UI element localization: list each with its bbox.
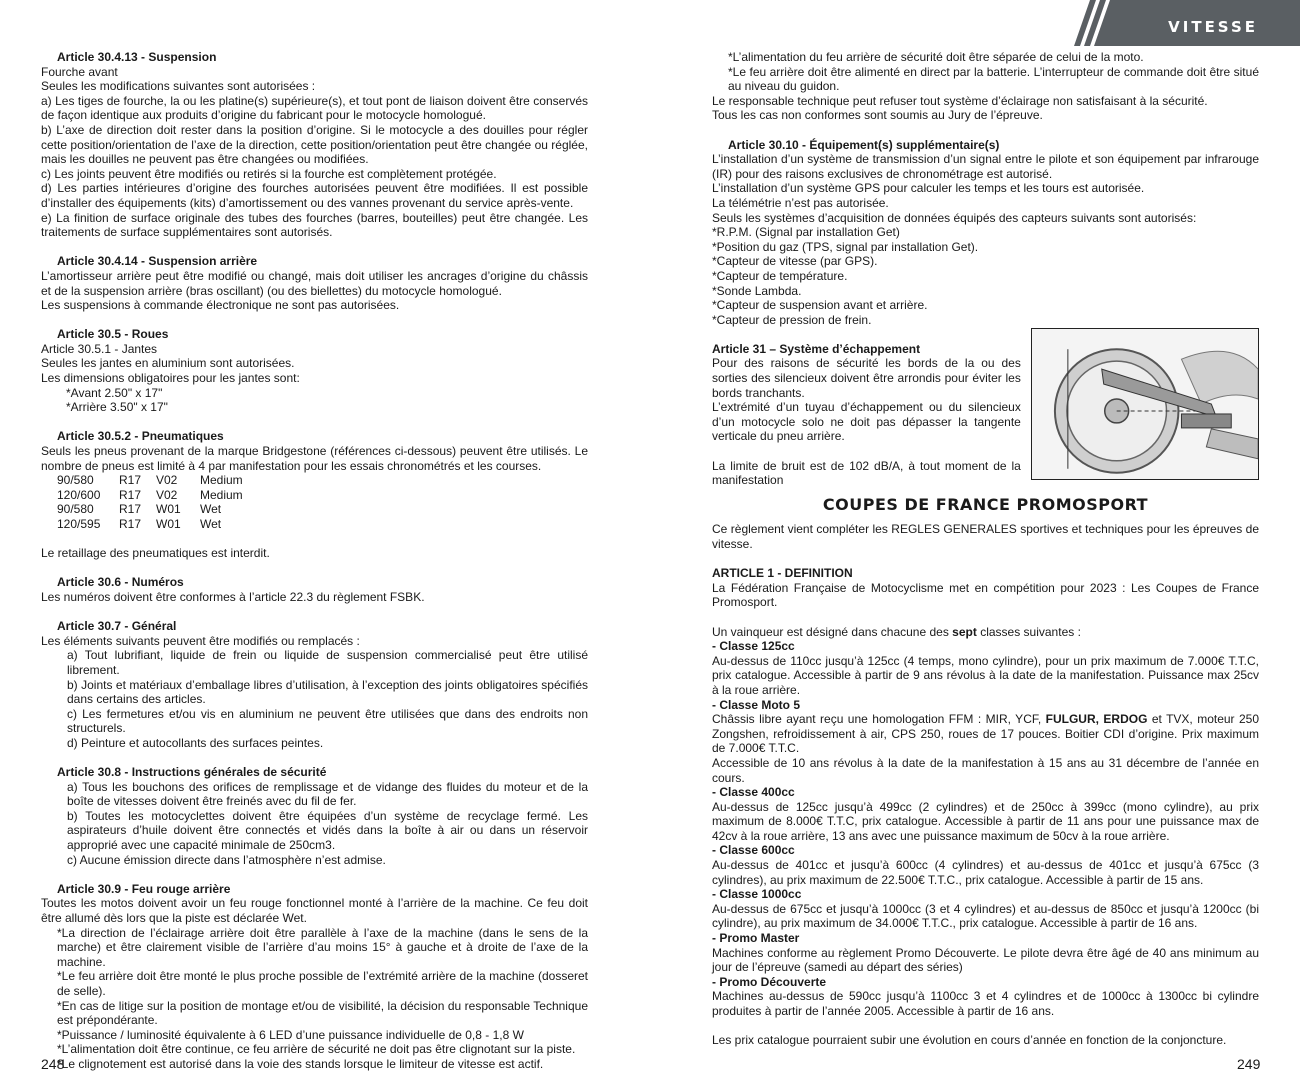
class-heading: - Classe 1000cc [712, 887, 802, 902]
paragraph: *Capteur de pression de frein. [712, 312, 872, 327]
paragraph: Le responsable technique peut refuser tout système d’éclairage non satisfaisant à la sécurité. [712, 93, 1208, 108]
paragraph: Au-dessus de 110cc jusqu’à 125cc (4 temps, mono cylindre), pour un prix maximum de 7.000€ T.T.C, prix catalogue. Accessible à partir de 9 ans révolus à la date de la manifestation. Puissance max 25cv à la roue arrière. [712, 653, 1259, 697]
article-heading: Article 30.10 - Équipement(s) supplémentaire(s) [728, 137, 1000, 152]
paragraph: Ce règlement vient compléter les REGLES GENERALES sportives et techniques pour les épreuves de vitesse. [712, 522, 1259, 551]
table-cell: W01 [156, 517, 181, 531]
right-page [712, 50, 1259, 1048]
table-cell: 120/595 [57, 517, 101, 531]
class-heading: - Classe 125cc [712, 639, 795, 654]
tyre-table [57, 473, 588, 531]
paragraph: Pour des raisons de sécurité les bords de la ou des sorties des silencieux doivent être arrondis pour éviter les bords tranchants. [712, 356, 1021, 400]
paragraph: Les suspensions à commande électronique ne sont pas autorisées. [41, 298, 400, 313]
table-cell: 90/580 [57, 502, 94, 517]
text-segment: Châssis libre ayant reçu une homologation FFM : MIR, YCF, [712, 712, 1046, 727]
list-item: b) Joints et matériaux d’emballage libres d’utilisation, à l’exception des joints obligatoires spécifiés dans certains des articles. [67, 677, 588, 707]
table-cell: Medium [200, 487, 243, 502]
list-item: *L’alimentation doit être continue, ce feu arrière de sécurité ne doit pas être clignotant sur la piste. [57, 1042, 576, 1057]
paragraph: Seules les modifications suivantes sont autorisées : [41, 79, 316, 94]
paragraph: *Capteur de température. [712, 268, 848, 283]
paragraph: *R.P.M. (Signal par installation Get) [712, 225, 900, 240]
text-segment: et TVX, moteur 250 Zongshen, refroidissement à air, CPS 250, roues de 17 pouces. Boitier CDI d’origine. Prix maximum de 7.000€ T.T.C. [712, 712, 1260, 756]
table-cell: W01 [156, 502, 181, 517]
table-cell: V02 [156, 487, 178, 502]
section-title: COUPES DE FRANCE PROMOSPORT [822, 494, 1149, 514]
list-item: *L’alimentation du feu arrière de sécurité doit être séparée de celui de la moto. [728, 50, 1144, 64]
table-cell: Wet [200, 517, 222, 531]
paragraph: Article 30.5.1 - Jantes [41, 341, 158, 356]
paragraph: Machines conforme au règlement Promo Découverte. Le pilote devra être âgé de 40 ans minimum au jour de l’épreuve (samedi au départ des séries) [712, 945, 1259, 975]
paragraph: b) L’axe de direction doit rester dans la position d’origine. Si le motocycle a des douilles pour régler cette position/orientation de l’axe de la direction, cette position/orientation peut être changée ou réglée, mais les douilles ne peuvent pas être changées ou modifiées. [41, 122, 588, 167]
list-item: c) Aucune émission directe dans l’atmosphère n’est admise. [67, 852, 386, 867]
list-item: a) Tous les bouchons des orifices de remplissage et de vidange des fluides du moteur et de la boîte de vitesses doivent être freinés avec du fil de fer. [67, 779, 588, 809]
list-item: *Arrière 3.50" x 17" [66, 400, 168, 415]
paragraph: d) Les parties intérieures d’origine des fourches autorisées peuvent être modifiées. Il est possible d’installer des équipements (kits) d’amortissement ou des vannes provenant du service après-vente. [41, 181, 588, 210]
paragraph: Seules les jantes en aluminium sont autorisées. [41, 356, 295, 371]
list-item: *Le feu arrière doit être monté le plus proche possible de l’extrémité arrière de la machine (dosseret de selle). [57, 969, 588, 998]
list-item: b) Toutes les motocyclettes doivent être équipées d’un système de recyclage fermé. Les aspirateurs d’huile doivent être connectés et vidés dans la boîte à air ou dans un réservoir approprié avec une capacité minimale de 250cm3. [67, 808, 588, 853]
class-heading: - Classe 400cc [712, 785, 795, 800]
paragraph: Machines au-dessus de 590cc jusqu’à 1100cc 3 et 4 cylindres et de 1000cc à 1300cc bi cylindre produites à partir de l’année 2005. Accessible à partir de 16 ans. [712, 989, 1259, 1018]
table-cell: 120/600 [57, 487, 101, 502]
left-page [41, 50, 588, 1072]
paragraph: Au-dessus de 675cc et jusqu’à 1000cc (3 et 4 cylindres) et au-dessus de 850cc et jusqu’à 1200cc (bi cylindre), au prix maximum de 34.000€ T.T.C., prix catalogue. Accessible à partir de 16 ans. [712, 901, 1259, 931]
paragraph: e) La finition de surface originale des tubes des fourches (barres, bouteilles) peut être changée. Les traitements de surface supplémentaires sont autorisés. [41, 210, 588, 240]
paragraph: Les numéros doivent être conformes à l’article 22.3 du règlement FSBK. [41, 589, 425, 604]
paragraph: Le retaillage des pneumatiques est interdit. [41, 546, 270, 561]
article-heading: Article 30.9 - Feu rouge arrière [57, 881, 231, 896]
paragraph [712, 712, 1259, 756]
paragraph: Accessible de 10 ans révolus à la date de la manifestation à 15 ans au 31 décembre de l’année en cours. [712, 755, 1259, 785]
paragraph: L’installation d’un système GPS pour calculer les temps et les tours est autorisée. [712, 181, 1145, 196]
paragraph: La Fédération Française de Motocyclisme met en compétition pour 2023 : Les Coupes de France Promosport. [712, 580, 1259, 610]
paragraph: Au-dessus de 401cc et jusqu’à 600cc (4 cylindres) et au-dessus de 401cc et jusqu’à 675cc (3 cylindres), au prix maximum de 22.500€ T.T.C., prix catalogue. Accessible à partir de 15 ans. [712, 858, 1259, 887]
table-cell: V02 [156, 473, 178, 488]
paragraph: Seuls les systèmes d’acquisition de données équipés des capteurs suivants sont autorisés: [712, 210, 1197, 225]
paragraph: Seuls les pneus provenant de la marque Bridgestone (références ci-dessous) peuvent être utilisés. Le nombre de pneus est limité à 4 par manifestation pour les essais chronométrés et les courses. [41, 444, 588, 473]
article-heading: Article 30.4.13 - Suspension [57, 50, 217, 64]
list-item: *Le clignotement est autorisé dans la voie des stands lorsque le limiteur de vitesse est actif. [57, 1056, 544, 1071]
article-heading: Article 30.5 - Roues [57, 327, 169, 342]
class-heading: - Classe Moto 5 [712, 697, 801, 712]
table-cell: Wet [200, 502, 222, 517]
page-number: 249 [1237, 1056, 1261, 1072]
table-cell: R17 [119, 517, 142, 531]
article-heading: Article 30.8 - Instructions générales de sécurité [57, 765, 327, 780]
article-heading: Article 30.7 - Général [57, 619, 177, 634]
table-cell: Medium [200, 473, 243, 488]
class-heading: - Classe 600cc [712, 843, 795, 858]
paragraph: La télémétrie n’est pas autorisée. [712, 195, 889, 210]
paragraph: *Capteur de vitesse (par GPS). [712, 254, 878, 269]
article-heading: Article 31 – Système d’échappement [712, 341, 921, 356]
page-number: 248 [41, 1056, 65, 1072]
article-heading: ARTICLE 1 - DEFINITION [712, 566, 853, 581]
paragraph: L’amortisseur arrière peut être modifié ou changé, mais doit utiliser les ancrages d’origine du châssis et de la suspension arrière (bras oscillant) (ou des biellettes) du motocycle homologué. [41, 268, 588, 298]
list-item: *Puissance / luminosité équivalente à 6 LED d’une puissance individuelle de 0,8 - 1,8 W [57, 1027, 524, 1042]
paragraph: Les prix catalogue pourraient subir une évolution en cours d’année en fonction de la conjoncture. [712, 1033, 1227, 1048]
article-heading: Article 30.5.2 - Pneumatiques [57, 429, 224, 444]
paragraph: Au-dessus de 125cc jusqu’à 499cc (2 cylindres) et de 250cc à 399cc (mono cylindre), au prix maximum de 8.000€ T.T.C, prix catalogue. Accessible à partir de 11 ans pour une puissance max de 42cv à la roue arrière, 13 ans avec une puissance maximum de 50cv à la roue arrière. [712, 799, 1259, 843]
list-item: *Avant 2.50" x 17" [66, 385, 163, 400]
class-heading: - Promo Découverte [712, 974, 827, 989]
paragraph [712, 625, 1259, 640]
paragraph: *Capteur de suspension avant et arrière. [712, 298, 928, 313]
list-item: c) Les fermetures et/ou vis en aluminium ne peuvent être utilisées que dans des endroits non structurels. [67, 706, 588, 736]
paragraph: L’installation d’un système de transmission d’un signal entre le pilote et son équipement par infrarouge (IR) pour des raisons exclusives de chronométrage est autorisé. [712, 152, 1259, 181]
table-cell: R17 [119, 473, 142, 488]
text-segment: sept [952, 624, 977, 639]
list-item: *En cas de litige sur la position de montage et/ou de visibilité, la décision du responsable Technique est prépondérante. [57, 998, 588, 1028]
table-cell: R17 [119, 502, 142, 517]
paragraph: L’extrémité d’un tuyau d’échappement ou du silencieux d’un motocycle solo ne doit pas dépasser la tangente verticale du pneu arrière. [712, 400, 1021, 444]
text-segment: Un vainqueur est désigné dans chacune des [712, 624, 953, 639]
article-heading: Article 30.4.14 - Suspension arrière [57, 254, 258, 269]
list-item: *La direction de l’éclairage arrière doit être parallèle à l’axe de la machine (dans le sens de la marche) et être clairement visible de l’arrière d’au moins 15° à gauche et à droite de l’axe de la machine. [57, 925, 588, 969]
paragraph: Fourche avant [41, 64, 118, 79]
list-item: d) Peinture et autocollants des surfaces peintes. [67, 735, 324, 750]
motorcycle-rear-wheel-illustration [1031, 328, 1259, 480]
text-segment: FULGUR, ERDOG [1045, 712, 1148, 727]
article-heading: Article 30.6 - Numéros [57, 575, 184, 590]
list-item: a) Tout lubrifiant, liquide de frein ou liquide de suspension commercialisé peut être utilisé librement. [67, 648, 588, 677]
text-segment: classes suivantes : [976, 624, 1081, 639]
table-cell: R17 [119, 487, 142, 502]
exhaust-section [712, 342, 1259, 488]
paragraph: *Position du gaz (TPS, signal par installation Get). [712, 239, 979, 254]
paragraph: Tous les cas non conformes sont soumis au Jury de l’épreuve. [712, 108, 1043, 123]
paragraph: Les dimensions obligatoires pour les jantes sont: [41, 371, 300, 386]
paragraph: a) Les tiges de fourche, la ou les platine(s) supérieure(s), et tout pont de liaison doivent être conservés de façon identique aux produits d’origine du fabricant pour le motocycle homologué. [41, 93, 588, 123]
list-item: *Le feu arrière doit être alimenté en direct par la batterie. L’interrupteur de commande doit être situé au niveau du guidon. [728, 64, 1259, 94]
paragraph: Les éléments suivants peuvent être modifiés ou remplacés : [41, 633, 360, 648]
paragraph: c) Les joints peuvent être modifiés ou retirés si la fourche est complètement protégée. [41, 166, 497, 181]
table-cell: 90/580 [57, 473, 94, 488]
class-heading: - Promo Master [712, 931, 800, 946]
section-title: VITESSE [1168, 18, 1258, 36]
paragraph: Toutes les motos doivent avoir un feu rouge fonctionnel monté à l’arrière de la machine. Ce feu doit être allumé dès lors que la piste est déclarée Wet. [41, 896, 588, 926]
paragraph: *Sonde Lambda. [712, 283, 802, 298]
paragraph: La limite de bruit est de 102 dB/A, à tout moment de la manifestation [712, 458, 1021, 488]
